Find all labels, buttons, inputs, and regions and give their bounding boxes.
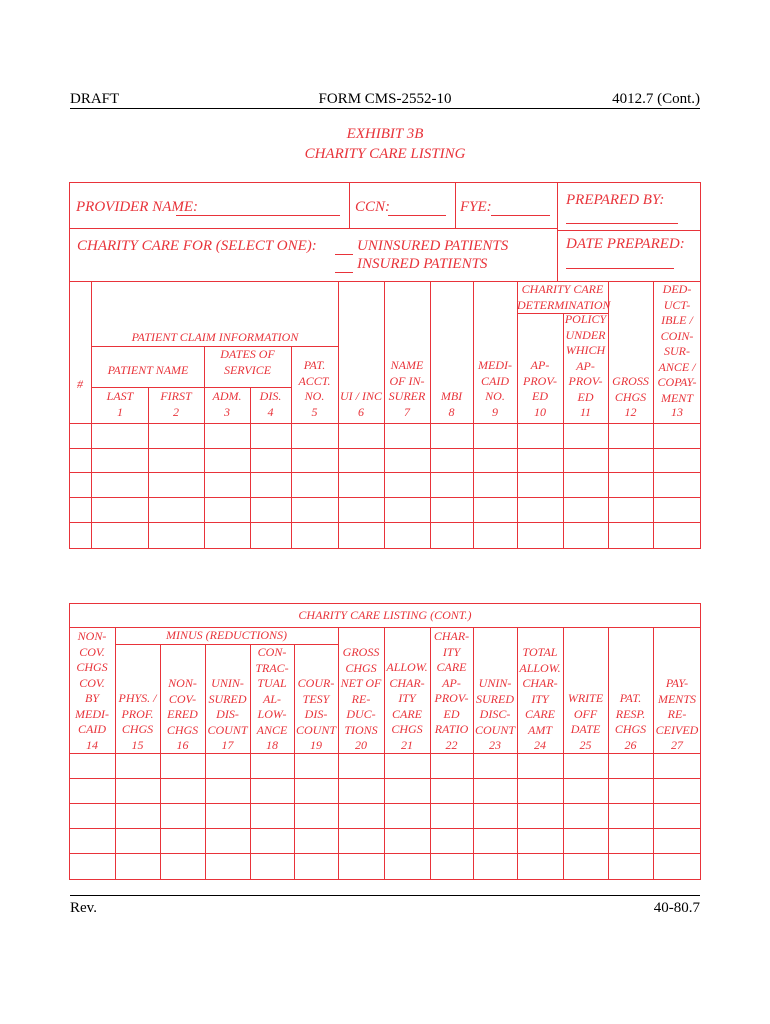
uninsured-label: UNINSURED PATIENTS	[357, 238, 509, 254]
fye-field[interactable]	[491, 215, 550, 216]
col-approved: AP- PROV- ED	[523, 358, 557, 403]
col-phys-prof: PHYS. / PROF. CHGS	[118, 691, 157, 736]
footer-rule	[70, 895, 700, 896]
ccn-field[interactable]	[388, 215, 446, 216]
rev-label: Rev.	[70, 900, 97, 916]
patient-claim-info-header: PATIENT CLAIM INFORMATION	[131, 330, 299, 344]
col-num-14: 14	[86, 738, 98, 752]
col-policy: POLICY UNDER WHICH AP- PROV- ED	[564, 312, 607, 404]
prepared-by-field[interactable]	[566, 223, 678, 224]
header-rule	[70, 108, 700, 109]
col-gross-net: GROSS CHGS NET OF RE- DUC- TIONS	[340, 645, 382, 737]
col-num-3: 3	[224, 405, 230, 419]
provider-name-field[interactable]	[176, 215, 340, 216]
col-num-13: 13	[671, 405, 683, 419]
col-ui-inc: UI / INC	[340, 389, 382, 403]
col-write-off: WRITE OFF DATE	[567, 691, 604, 736]
col-uninsured-discount: UNIN- SURED DIS- COUNT	[207, 676, 248, 737]
col-total-allow: TOTAL ALLOW. CHAR- ITY CARE AMT	[519, 645, 561, 737]
col-num-5: 5	[311, 405, 318, 419]
col-num-12: 12	[624, 405, 637, 419]
col-mbi: MBI	[440, 389, 463, 403]
charity-care-for-label: CHARITY CARE FOR (SELECT ONE):	[77, 238, 317, 254]
insured-label: INSURED PATIENTS	[357, 256, 488, 272]
col-payments: PAY- MENTS RE- CEIVED	[655, 676, 699, 737]
fye-label: FYE:	[460, 199, 492, 215]
col-gross-chgs: GROSS CHGS	[612, 374, 649, 404]
col-num-21: 21	[401, 738, 413, 752]
col-noncov-medicaid: NON- COV. CHGS COV. BY MEDI- CAID	[75, 629, 109, 736]
exhibit-title: EXHIBIT 3B	[346, 126, 424, 142]
col-num-18: 18	[266, 738, 278, 752]
page-number: 40-80.7	[653, 900, 700, 916]
col-contractual: CON- TRAC- TUAL AL- LOW- ANCE	[255, 645, 289, 737]
ccn-label: CCN:	[355, 199, 391, 215]
col-adm: ADM.	[212, 389, 242, 403]
col-allow-charity: ALLOW. CHAR- ITY CARE CHGS	[386, 660, 428, 736]
table-cont-title: CHARITY CARE LISTING (CONT.)	[298, 608, 472, 622]
col-num-1: 1	[117, 405, 123, 419]
date-prepared-label: DATE PREPARED:	[566, 236, 685, 252]
col-deductible: DED- UCT- IBLE / COIN- SUR- ANCE / COPAY- MENT	[657, 282, 697, 405]
col-num-24: 24	[534, 738, 546, 752]
col-num-20: 20	[355, 738, 367, 752]
col-insurer: NAME OF IN- SURER	[388, 358, 426, 403]
col-dis: DIS.	[259, 389, 282, 403]
col-num-11: 11	[579, 405, 592, 419]
draft-label: DRAFT	[70, 91, 120, 107]
dates-of-service-header: DATES OF SERVICE	[220, 347, 275, 377]
insured-checkbox[interactable]	[335, 272, 353, 273]
col-first: FIRST	[160, 389, 192, 403]
col-noncovered: NON- COV- ERED CHGS	[166, 676, 199, 737]
col-num-17: 17	[221, 738, 234, 752]
uninsured-checkbox[interactable]	[335, 254, 353, 255]
col-courtesy: COUR- TESY DIS- COUNT	[295, 676, 336, 737]
col-uninsured-disc: UNIN- SURED DISC- COUNT	[474, 676, 515, 737]
form-number: FORM CMS-2552-10	[318, 91, 452, 107]
col-num-22: 22	[445, 738, 458, 752]
minus-reductions-header: MINUS (REDUCTIONS)	[166, 628, 287, 642]
col-num-8: 8	[448, 405, 455, 419]
col-num-25: 25	[579, 738, 592, 752]
row-number-header: #	[77, 377, 83, 391]
col-num-7: 7	[404, 405, 410, 419]
col-pat-resp: PAT. RESP. CHGS	[614, 691, 647, 736]
col-pat-acct: PAT. ACCT. NO.	[298, 358, 331, 403]
charity-determination-header: CHARITY CARE DETERMINATION	[517, 282, 611, 312]
form-title: CHARITY CARE LISTING	[304, 146, 466, 162]
col-num-2: 2	[173, 405, 179, 419]
col-medicaid: MEDI- CAID NO.	[478, 358, 512, 403]
col-approved-ratio: CHAR- ITY CARE AP- PROV- ED RATIO	[433, 629, 470, 736]
patient-name-header: PATIENT NAME	[107, 363, 189, 377]
col-num-6: 6	[358, 405, 364, 419]
col-num-23: 23	[489, 738, 501, 752]
col-num-16: 16	[176, 738, 189, 752]
col-num-4: 4	[267, 405, 274, 419]
prepared-by-label: PREPARED BY:	[566, 192, 665, 208]
col-num-9: 9	[492, 405, 498, 419]
col-num-15: 15	[131, 738, 144, 752]
col-num-19: 19	[310, 738, 322, 752]
col-last: LAST	[106, 389, 134, 403]
col-num-10: 10	[534, 405, 546, 419]
section-number: 4012.7 (Cont.)	[612, 91, 700, 107]
provider-name-label: PROVIDER NAME:	[76, 199, 199, 215]
date-prepared-field[interactable]	[566, 268, 674, 269]
col-num-26: 26	[624, 738, 637, 752]
col-num-27: 27	[671, 738, 683, 752]
